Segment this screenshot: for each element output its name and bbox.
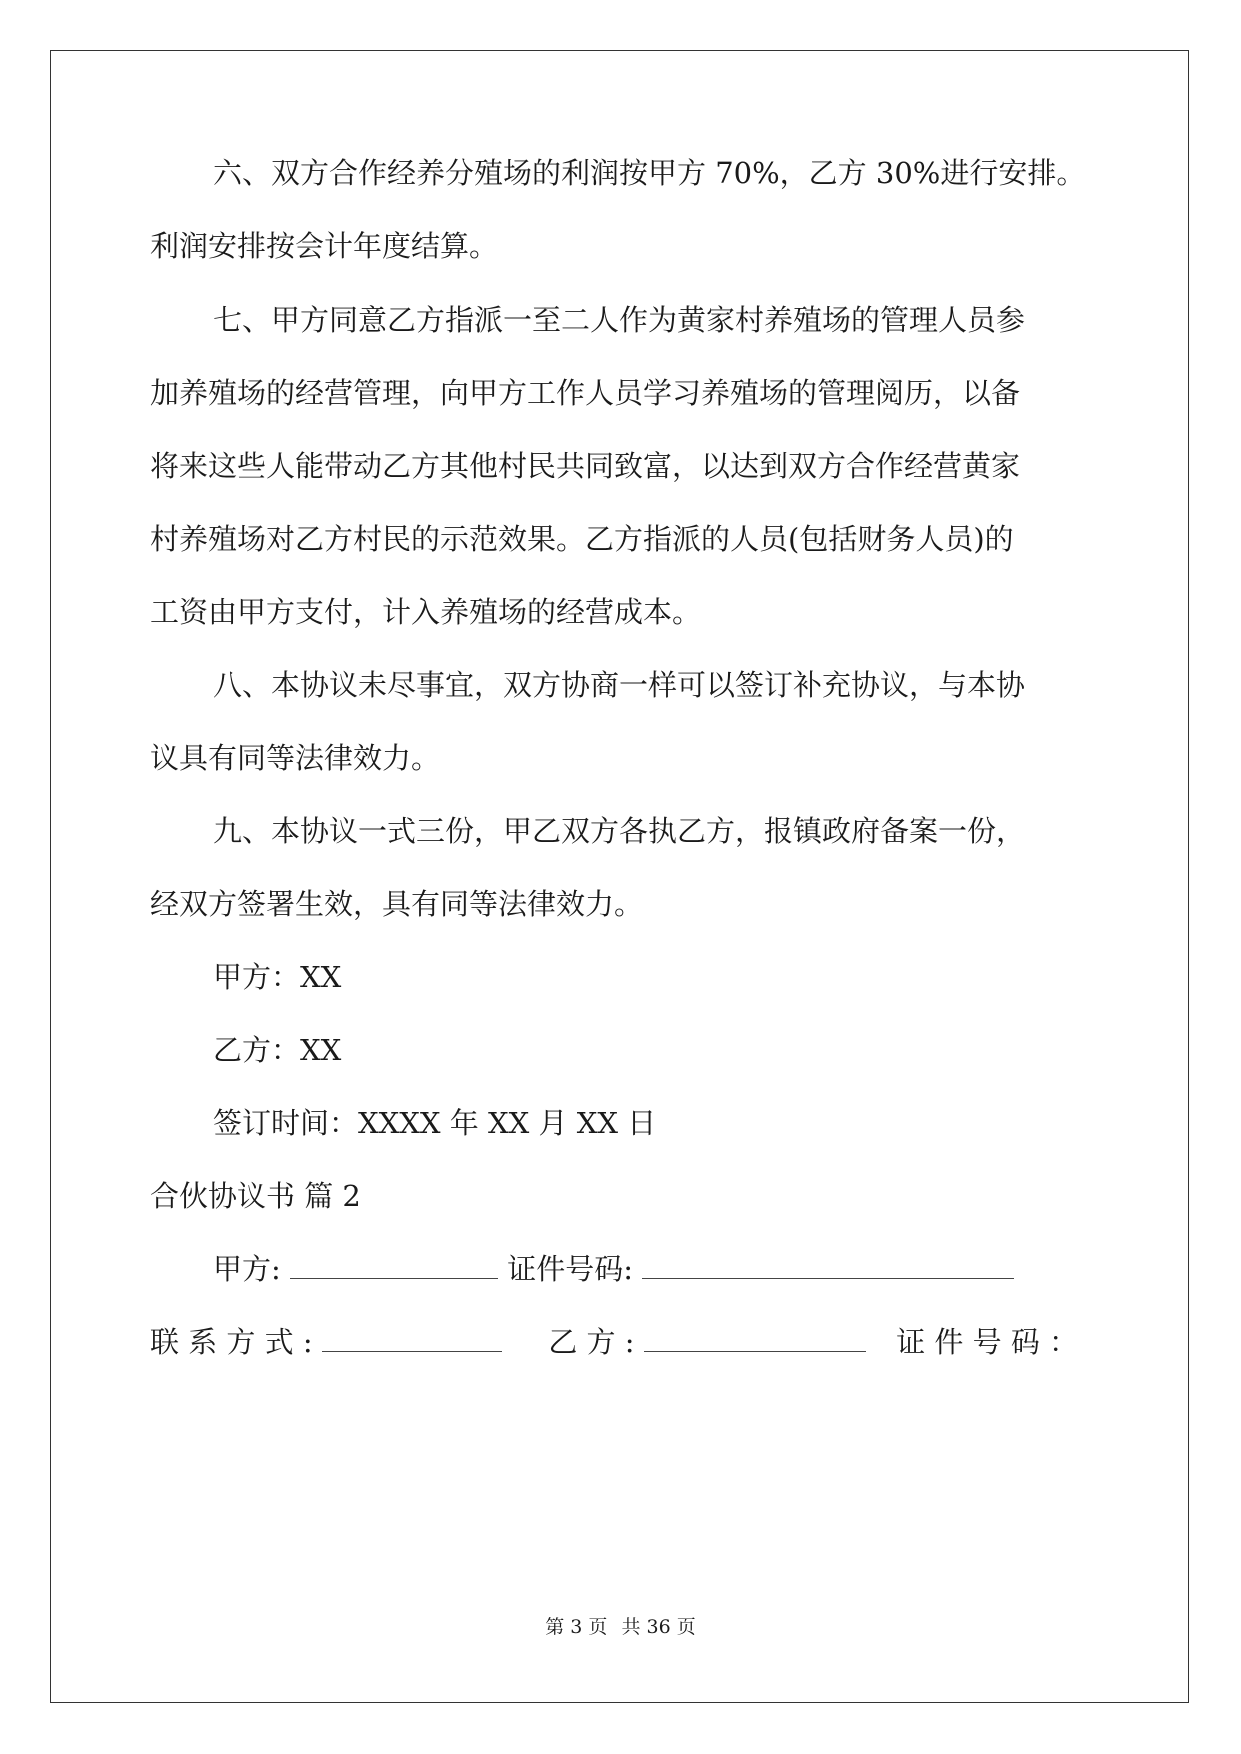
- id-number-a-blank: [642, 1252, 1014, 1279]
- id-number-label-a: 证件号码:: [507, 1252, 633, 1286]
- party-a-label: 甲方:: [213, 1252, 281, 1286]
- id-number-label-b: 证 件 号 码 ：: [896, 1325, 1079, 1359]
- paragraph-line: 加养殖场的经营管理，向甲方工作人员学习养殖场的管理阅历，以备: [150, 376, 1021, 410]
- section-heading: 合伙协议书 篇 2: [150, 1179, 361, 1213]
- page-border: [50, 50, 1189, 1703]
- paragraph-line: 七、甲方同意乙方指派一至二人作为黄家村养殖场的管理人员参: [213, 303, 1026, 337]
- paragraph-line: 利润安排按会计年度结算。: [150, 229, 499, 263]
- paragraph-line: 九、本协议一式三份，甲乙双方各执乙方，报镇政府备案一份，: [213, 814, 1026, 848]
- party-b-blank: [644, 1325, 866, 1352]
- paragraph-line: 工资由甲方支付，计入养殖场的经营成本。: [150, 595, 702, 629]
- paragraph-line: 将来这些人能带动乙方其他村民共同致富，以达到双方合作经营黄家: [150, 449, 1021, 483]
- party-b-signature: 乙方：XX: [213, 1033, 342, 1067]
- form-row-contact: [150, 1324, 1078, 1360]
- paragraph-line: 议具有同等法律效力。: [150, 741, 441, 775]
- page-number: 第 3 页: [545, 1616, 608, 1638]
- total-pages: 共 36 页: [621, 1616, 696, 1638]
- party-a-signature: 甲方：XX: [213, 960, 342, 994]
- paragraph-line: 六、双方合作经养分殖场的利润按甲方 70%，乙方 30%进行安排。: [213, 156, 1086, 190]
- paragraph-line: 经双方签署生效，具有同等法律效力。: [150, 887, 644, 921]
- paragraph-line: 村养殖场对乙方村民的示范效果。乙方指派的人员(包括财务人员)的: [150, 522, 1014, 556]
- contact-blank: [322, 1325, 502, 1352]
- contact-label: 联 系 方 式 :: [150, 1325, 313, 1359]
- form-row-party-a: [213, 1251, 1014, 1287]
- party-b-label: 乙 方 :: [548, 1325, 635, 1359]
- party-a-blank: [290, 1252, 498, 1279]
- paragraph-line: 八、本协议未尽事宜，双方协商一样可以签订补充协议，与本协: [213, 668, 1026, 702]
- signing-date: 签订时间：XXXX 年 XX 月 XX 日: [213, 1106, 657, 1140]
- page-footer: [0, 1612, 1241, 1639]
